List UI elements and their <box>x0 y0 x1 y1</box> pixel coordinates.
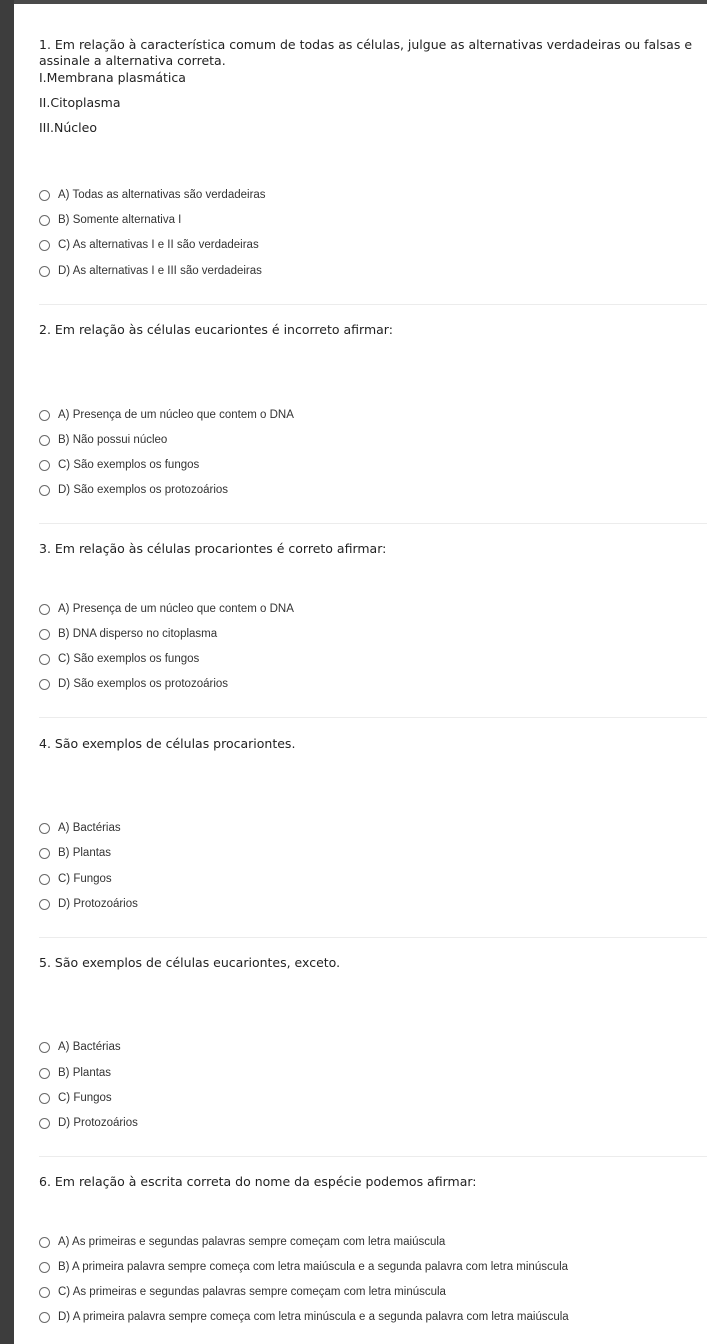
option-label: A) Presença de um núcleo que contem o DNA <box>58 603 294 615</box>
radio-button[interactable] <box>39 215 50 226</box>
option-b[interactable] <box>39 1258 568 1276</box>
option-label: C) Fungos <box>58 873 112 885</box>
radio-button[interactable] <box>39 1042 50 1053</box>
left-sidebar-strip <box>0 0 14 1344</box>
option-label: D) Protozoários <box>58 1117 138 1129</box>
radio-button[interactable] <box>39 848 50 859</box>
question-title: 3. Em relação às células procariontes é correto afirmar: <box>39 541 387 556</box>
radio-button[interactable] <box>39 460 50 471</box>
option-label: D) Protozoários <box>58 898 138 910</box>
option-d[interactable] <box>39 262 262 280</box>
option-label: D) As alternativas I e III são verdadeiras <box>58 265 262 277</box>
option-a[interactable] <box>39 819 121 837</box>
question-title: 2. Em relação às células eucariontes é incorreto afirmar: <box>39 322 393 337</box>
option-c[interactable] <box>39 1089 112 1107</box>
question-divider <box>39 937 707 938</box>
option-b[interactable] <box>39 844 111 862</box>
option-label: A) Bactérias <box>58 1041 121 1053</box>
option-label: B) Não possui núcleo <box>58 434 168 446</box>
option-d[interactable] <box>39 1308 569 1326</box>
radio-button[interactable] <box>39 604 50 615</box>
question-title: 5. São exemplos de células eucariontes, exceto. <box>39 955 341 970</box>
option-label: B) Plantas <box>58 1067 112 1079</box>
radio-button[interactable] <box>39 629 50 640</box>
statement-item: I.Membrana plasmática <box>39 70 186 85</box>
option-label: D) A primeira palavra sempre começa com letra minúscula e a segunda palavra com letra maiúscula <box>58 1311 569 1323</box>
radio-button[interactable] <box>39 679 50 690</box>
option-a[interactable] <box>39 1233 445 1251</box>
radio-button[interactable] <box>39 874 50 885</box>
radio-button[interactable] <box>39 240 50 251</box>
radio-button[interactable] <box>39 1312 50 1323</box>
radio-button[interactable] <box>39 899 50 910</box>
statement-item: III.Núcleo <box>39 120 97 135</box>
radio-button[interactable] <box>39 266 50 277</box>
option-label: C) As alternativas I e II são verdadeiras <box>58 239 259 251</box>
radio-button[interactable] <box>39 410 50 421</box>
radio-button[interactable] <box>39 485 50 496</box>
option-a[interactable] <box>39 406 294 424</box>
radio-button[interactable] <box>39 1262 50 1273</box>
option-c[interactable] <box>39 456 199 474</box>
radio-button[interactable] <box>39 1068 50 1079</box>
option-label: C) São exemplos os fungos <box>58 653 200 665</box>
question-divider <box>39 304 707 305</box>
option-label: C) São exemplos os fungos <box>58 459 200 471</box>
question-divider <box>39 523 707 524</box>
option-label: D) São exemplos os protozoários <box>58 484 229 496</box>
option-label: B) Plantas <box>58 847 112 859</box>
question-title: 6. Em relação à escrita correta do nome da espécie podemos afirmar: <box>39 1174 477 1189</box>
option-label: B) A primeira palavra sempre começa com letra maiúscula e a segunda palavra com letra minúscula <box>58 1261 569 1273</box>
radio-button[interactable] <box>39 435 50 446</box>
radio-button[interactable] <box>39 1237 50 1248</box>
option-b[interactable] <box>39 431 167 449</box>
option-d[interactable] <box>39 481 228 499</box>
question-title: 4. São exemplos de células procariontes. <box>39 736 296 751</box>
option-c[interactable] <box>39 1283 446 1301</box>
option-b[interactable] <box>39 211 181 229</box>
option-label: D) São exemplos os protozoários <box>58 678 229 690</box>
option-label: C) Fungos <box>58 1092 112 1104</box>
option-c[interactable] <box>39 236 259 254</box>
option-label: A) Todas as alternativas são verdadeiras <box>58 189 266 201</box>
option-d[interactable] <box>39 895 138 913</box>
question-title: 1. Em relação à característica comum de todas as células, julgue as alternativas verdadeiras ou falsas e assinale a alternativa correta. <box>39 37 693 68</box>
option-c[interactable] <box>39 650 199 668</box>
option-d[interactable] <box>39 1114 138 1132</box>
option-label: B) DNA disperso no citoplasma <box>58 628 218 640</box>
radio-button[interactable] <box>39 823 50 834</box>
option-label: A) Presença de um núcleo que contem o DNA <box>58 409 294 421</box>
option-b[interactable] <box>39 1064 111 1082</box>
option-label: C) As primeiras e segundas palavras sempre começam com letra minúscula <box>58 1286 446 1298</box>
top-border <box>14 0 707 4</box>
option-label: A) As primeiras e segundas palavras sempre começam com letra maiúscula <box>58 1236 446 1248</box>
option-a[interactable] <box>39 600 294 618</box>
option-label: B) Somente alternativa I <box>58 214 182 226</box>
option-c[interactable] <box>39 870 112 888</box>
option-a[interactable] <box>39 186 266 204</box>
option-b[interactable] <box>39 625 217 643</box>
option-a[interactable] <box>39 1038 121 1056</box>
option-d[interactable] <box>39 675 228 693</box>
radio-button[interactable] <box>39 1118 50 1129</box>
radio-button[interactable] <box>39 1287 50 1298</box>
question-divider <box>39 1156 707 1157</box>
radio-button[interactable] <box>39 190 50 201</box>
option-label: A) Bactérias <box>58 822 121 834</box>
radio-button[interactable] <box>39 1093 50 1104</box>
radio-button[interactable] <box>39 654 50 665</box>
statement-item: II.Citoplasma <box>39 95 121 110</box>
question-divider <box>39 717 707 718</box>
